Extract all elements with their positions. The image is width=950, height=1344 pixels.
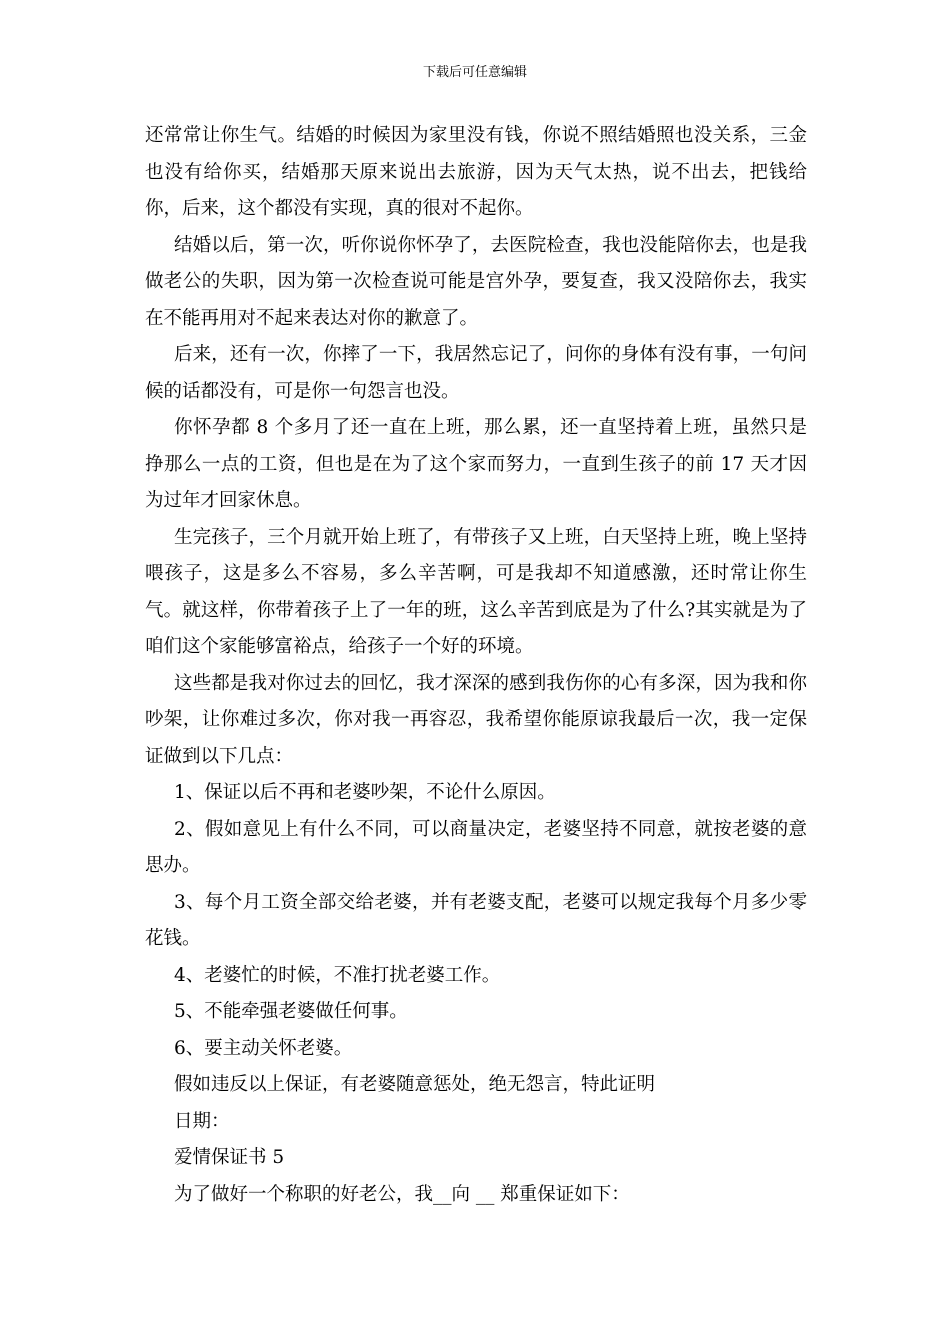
list-item: 3、每个月工资全部交给老婆，并有老婆支配，老婆可以规定我每个月多少零花钱。 [145, 891, 807, 949]
section-title: 爱情保证书 5 [174, 1147, 285, 1168]
page-header: 下载后可任意编辑 [422, 65, 527, 80]
paragraph: 结婚以后，第一次，听你说你怀孕了，去医院检查，我也没能陪你去，也是我做老公的失职，因为第一次检查说可能是宫外孕，要复查，我又没陪你去，我实在不能再用对不起来表达对你的歉意了。 [145, 234, 807, 329]
paragraph: 后来，还有一次，你摔了一下，我居然忘记了，问你的身体有没有事，一句问候的话都没有，可是你一句怨言也没。 [145, 344, 807, 402]
paragraph: 你怀孕都 8 个多月了还一直在上班，那么累，还一直坚持着上班，虽然只是挣那么一点的工资，但也是在为了这个家而努力，一直到生孩子的前 17 天才因为过年才回家休息。 [145, 417, 807, 511]
list-item: 1、保证以后不再和老婆吵架，不论什么原因。 [174, 782, 556, 803]
date-line: 日期： [174, 1110, 230, 1132]
list-item: 5、不能牵强老婆做任何事。 [174, 1001, 408, 1022]
paragraph: 这些都是我对你过去的回忆，我才深深的感到我伤你的心有多深，因为我和你吵架，让你难过多次，你对我一再容忍，我希望你能原谅我最后一次，我一定保证做到以下几点： [145, 672, 807, 767]
paragraph: 还常常让你生气。结婚的时候因为家里没有钱，你说不照结婚照也没关系，三金也没有给你买，结婚那天原来说出去旅游，因为天气太热，说不出去，把钱给你，后来，这个都没有实现，真的很对不起你。 [145, 125, 807, 219]
list-item: 4、老婆忙的时候，不准打扰老婆工作。 [174, 964, 501, 986]
document-body [145, 118, 807, 1213]
list-item: 6、要主动关怀老婆。 [174, 1037, 353, 1059]
paragraph: 生完孩子，三个月就开始上班了，有带孩子又上班，白天坚持上班，晚上坚持喂孩子，这是多么不容易，多么辛苦啊，可是我却不知道感激，还时常让你生气。就这样，你带着孩子上了一年的班，这么辛苦到底是为了什么?其实就是为了咱们这个家能够富裕点，给孩子一个好的环境。 [145, 526, 807, 657]
closing-statement: 假如违反以上保证，有老婆随意惩处，绝无怨言，特此证明 [174, 1074, 656, 1095]
list-item: 2、假如意见上有什么不同，可以商量决定，老婆坚持不同意，就按老婆的意思办。 [145, 818, 807, 876]
paragraph: 为了做好一个称职的好老公，我__向 __ 郑重保证如下： [174, 1183, 630, 1205]
